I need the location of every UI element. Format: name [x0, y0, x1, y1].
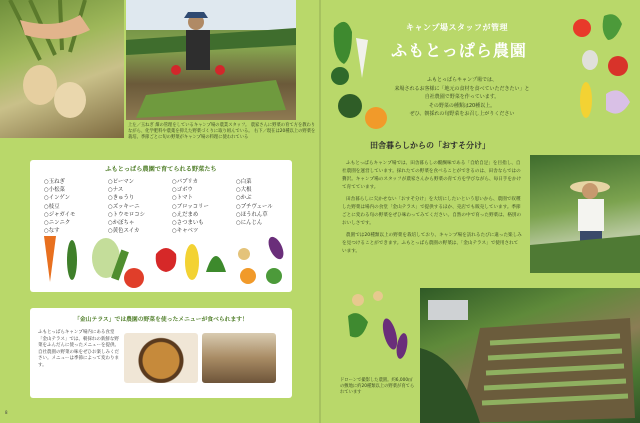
vegetable-item: ○ピーマン	[108, 179, 135, 185]
vegetable-column-2	[108, 178, 145, 235]
photo-caption-aerial: ドローンで撮影した農園。約6,000㎡の敷地に約20種類以上の野菜が育てられています	[340, 378, 415, 395]
turnip-icon	[582, 50, 598, 70]
corn-icon	[580, 82, 592, 118]
carrot-icon	[44, 236, 56, 282]
vegetable-item: ○かぶ	[236, 195, 252, 202]
vegetable-list-title: ふもとっぱら農園で育てられる野菜たち	[105, 166, 217, 173]
greens-icon	[603, 14, 622, 40]
onion-icon	[238, 248, 250, 260]
menu-box-title: 「金山テラス」では農園の野菜を使ったメニューが食べられます！	[74, 317, 248, 323]
vegetable-column-4	[236, 178, 273, 227]
vegetable-item: ○トマト	[172, 195, 193, 202]
vegetable-item: ○枝豆	[44, 203, 60, 210]
vegetable-item: ○パプリカ	[172, 179, 198, 185]
article-paragraph: ふもとっぱらキャンプ場では、田舎暮らしの醍醐味である「自給自足」を目指し、自社農園を運営しています。採れたての野菜を食べることができるのは、田舎ならではの贅沢。キャンプ場のスタッフが農家さんから野菜の育て方を学びながら、毎日手をかけて育てています。	[342, 161, 522, 190]
vegetable-item: ○ズッキーニ	[108, 203, 140, 210]
article-paragraph: 田舎暮らしに欠かせない「おすそ分け」を大切にしたいという思いから、農園で収穫した野菜は場内の食堂「金山テラス」で提供するほか、売店でも販売しています。季節ごとに変わる旬の野菜をぜひ味わってみてください。自然の中で育った野菜は、格別のおいしさです。	[342, 197, 522, 226]
vegetable-illustration-left	[322, 18, 370, 88]
vegetable-item: ○ニンニク	[44, 220, 71, 227]
kanayama-terrace-photo	[202, 333, 276, 383]
radish-icon	[356, 38, 368, 78]
vegetable-item: ○きゅうり	[108, 195, 135, 202]
article-body	[342, 160, 522, 260]
woman-with-hat-photo	[530, 155, 640, 273]
vegetable-item: ○さつまいも	[172, 220, 204, 227]
aerial-farm-photo	[420, 288, 640, 423]
vegetable-item: ○ナス	[108, 187, 124, 194]
eggplant-icon	[395, 332, 409, 359]
title-kicker: キャンプ場スタッフが管理	[406, 23, 508, 32]
onion-harvest-photo	[0, 0, 124, 138]
photo-caption-top: 上左／玉ねぎ 畑の管理をしているキャンプ場の農業スタッフ。 農家さんに野菜の育て方を教わりながら、化学肥料や農薬を抑えた野菜づくりに取り組んでいる。 右下／現在は20種以上の野菜を栽培。季節ごとに旬の野菜がキャンプ場の料理に使われている	[128, 123, 316, 140]
vegetable-item: ○えだまめ	[172, 211, 199, 218]
vegetable-illustration-bottom	[338, 286, 414, 372]
eggplant-icon	[265, 235, 286, 262]
tomato-icon	[124, 268, 144, 288]
corn-icon	[185, 244, 199, 280]
pumpkin-icon	[338, 94, 362, 118]
vegetable-item: ○黄色スイカ	[108, 228, 140, 235]
intro-text	[372, 76, 552, 119]
vegetable-item: ○プチヴェール	[236, 203, 273, 210]
vegetable-item: ○ジャガイモ	[44, 211, 76, 218]
menu-box-text: ふもとっぱらキャンプ場内にある食堂「金山テラス」では、朝採れの新鮮な野菜をふんだんに使ったメニューを提供。自社農園の野菜の味をぜひお楽しみください。メニューは季節によって変わります。	[38, 330, 119, 368]
vegetable-item: ○キャベツ	[172, 228, 199, 235]
vegetable-item: ○大根	[236, 187, 252, 194]
pumpkin-icon	[240, 268, 256, 284]
page-gutter	[319, 0, 321, 423]
vegetable-item: ○小松菜	[44, 187, 65, 194]
intro-line: ふもとっぱらキャンプ場では、	[427, 77, 497, 83]
page-title: ふもとっぱら農園	[391, 41, 527, 60]
vegetable-item: ○ほうれん草	[236, 211, 268, 218]
tomato-icon	[573, 19, 591, 37]
vegetable-illustrations	[6, 232, 292, 290]
farmer-in-field-photo	[126, 0, 296, 120]
paprika-icon	[156, 248, 177, 272]
potato-icon	[373, 291, 383, 301]
vegetable-illustration-right	[560, 10, 638, 140]
vegetable-item: ○なす	[44, 228, 60, 235]
intro-line: 来場されるお客様に「地元の食材を食べていただきたい」と	[394, 85, 530, 92]
article-paragraph: 農園では20種類以上の野菜を栽培しており、キャンプ場を訪れるたびに違った楽しみを見つけることができます。ふもとっぱら農園の野菜は、「金山テラス」で使用されています。	[342, 233, 522, 254]
vegetable-item: ○ゴボウ	[172, 187, 193, 194]
intro-line: その野菜の種類は20種以上。	[428, 102, 496, 109]
vegetable-item: ○ブロッコリー	[172, 203, 209, 210]
onion-icon	[606, 90, 630, 113]
greens-icon	[348, 313, 368, 337]
vegetable-item: ○かぼちゃ	[108, 220, 135, 227]
page-number: 8	[5, 410, 8, 415]
cucumber-icon	[67, 240, 77, 280]
pepper-icon	[608, 56, 628, 76]
melon-icon	[331, 67, 349, 85]
vegetable-column-1	[44, 178, 75, 235]
greens-icon	[334, 22, 352, 64]
potato-icon	[352, 294, 364, 306]
broccoli-icon	[266, 268, 282, 284]
spinach-icon	[206, 256, 226, 272]
vegetable-item: ○インゲン	[44, 195, 71, 202]
article-subhead: 田舎暮らしからの「おすそ分け」	[370, 141, 490, 150]
vegetable-item: ○トウモロコシ	[108, 211, 146, 218]
intro-line: ぜひ、朝採れの旬野菜をお召し上がりください	[409, 111, 515, 118]
vegetable-item: ○白菜	[236, 179, 252, 185]
vegetable-item: ○にんじん	[236, 220, 263, 227]
vegetable-column-3	[172, 178, 209, 235]
vegetable-item: ○玉ねぎ	[44, 179, 65, 185]
intro-line: 自社農園で野菜を作っています。	[424, 94, 500, 101]
burger-photo	[124, 333, 198, 383]
